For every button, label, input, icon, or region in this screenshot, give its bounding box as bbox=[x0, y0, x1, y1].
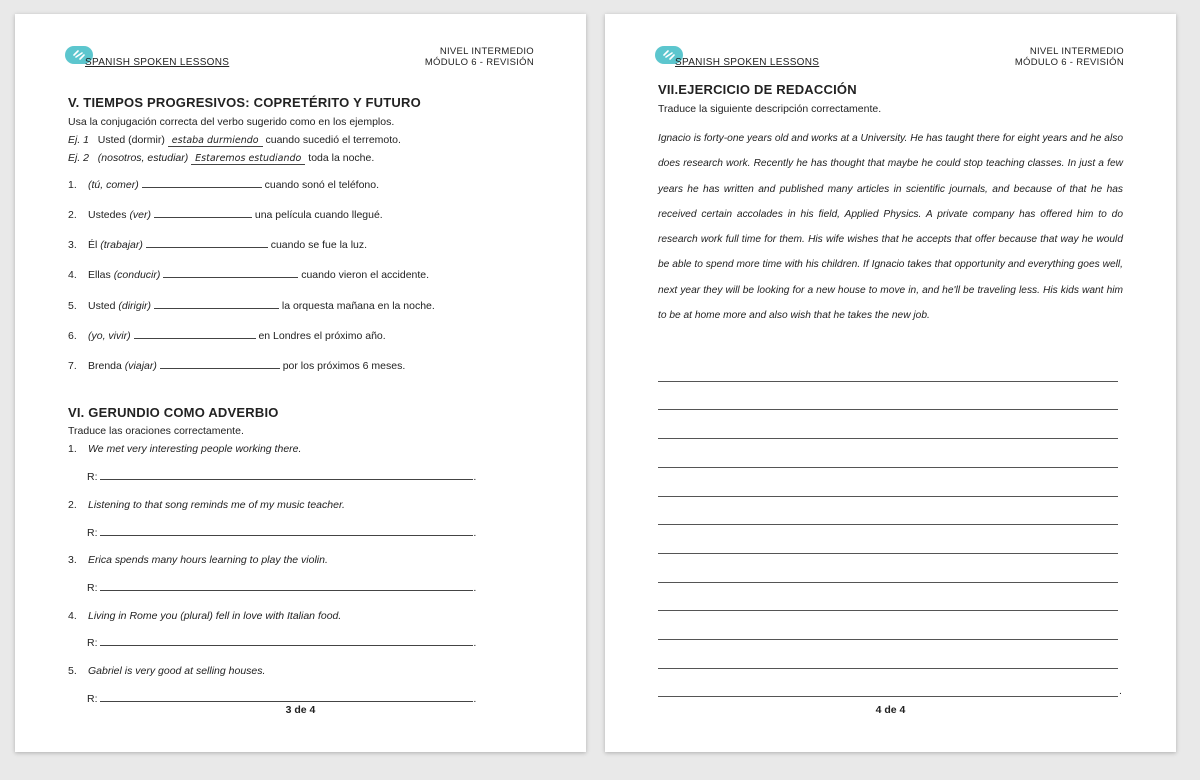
conjugation-item-1: 1. (tú, comer) cuando sonó el teléfono. bbox=[68, 179, 380, 191]
writing-line[interactable] bbox=[658, 381, 1118, 382]
level-module-label bbox=[425, 46, 534, 68]
writing-line[interactable] bbox=[658, 438, 1118, 439]
writing-line[interactable] bbox=[658, 553, 1118, 554]
response-line-3: R: . bbox=[87, 582, 477, 594]
answer-blank[interactable] bbox=[134, 328, 256, 339]
section-7-instruction: Traduce la siguiente descripción correctamente. bbox=[658, 103, 882, 115]
brand-name: SPANISH SPOKEN LESSONS bbox=[675, 57, 820, 68]
brand-name: SPANISH SPOKEN LESSONS bbox=[85, 57, 230, 68]
translation-item-3: 3. Erica spends many hours learning to play the violin. bbox=[68, 554, 328, 566]
response-input[interactable] bbox=[100, 525, 473, 536]
writing-line[interactable] bbox=[658, 696, 1118, 697]
writing-line[interactable] bbox=[658, 639, 1118, 640]
translation-item-4: 4. Living in Rome you (plural) fell in love with Italian food. bbox=[68, 610, 342, 622]
translation-item-1: 1. We met very interesting people working there. bbox=[68, 443, 302, 455]
response-line-4: R: . bbox=[87, 637, 477, 649]
response-input[interactable] bbox=[100, 691, 473, 702]
page-number: 4 de 4 bbox=[875, 704, 906, 716]
module-label: MÓDULO 6 - REVISIÓN bbox=[424, 57, 534, 68]
example-1-answer: estaba durmiendo bbox=[168, 135, 263, 147]
final-period: . bbox=[1119, 685, 1122, 697]
translation-item-5: 5. Gabriel is very good at selling houses. bbox=[68, 665, 266, 677]
section-6-title: VI. GERUNDIO COMO ADVERBIO bbox=[68, 405, 279, 420]
writing-line[interactable] bbox=[658, 524, 1118, 525]
level-label: NIVEL INTERMEDIO bbox=[1029, 46, 1124, 57]
writing-line[interactable] bbox=[658, 467, 1118, 468]
response-input[interactable] bbox=[100, 580, 473, 591]
example-2-answer: Estaremos estudiando bbox=[191, 153, 305, 165]
page-header bbox=[655, 44, 1124, 74]
writing-line[interactable] bbox=[658, 496, 1118, 497]
response-line-2: R: . bbox=[87, 527, 477, 539]
example-2: Ej. 2 (nosotros, estudiar) Estaremos estudiando toda la noche. bbox=[68, 152, 375, 164]
response-input[interactable] bbox=[100, 635, 473, 646]
conjugation-item-3: 3. Él (trabajar) cuando se fue la luz. bbox=[68, 239, 368, 251]
response-input[interactable] bbox=[100, 469, 473, 480]
conjugation-item-5: 5. Usted (dirigir) la orquesta mañana en la noche. bbox=[68, 300, 435, 312]
conjugation-item-6: 6. (yo, vivir) en Londres el próximo año. bbox=[68, 330, 386, 342]
answer-blank[interactable] bbox=[160, 358, 280, 369]
worksheet-page-4 bbox=[605, 14, 1176, 752]
worksheet-page-3 bbox=[15, 14, 586, 752]
writing-line[interactable] bbox=[658, 409, 1118, 410]
answer-blank[interactable] bbox=[154, 298, 279, 309]
example-1: Ej. 1 Usted (dormir) estaba durmiendo cuando sucedió el terremoto. bbox=[68, 134, 401, 146]
answer-blank[interactable] bbox=[154, 207, 252, 218]
translation-item-2: 2. Listening to that song reminds me of my music teacher. bbox=[68, 499, 345, 511]
translation-paragraph: Ignacio is forty-one years old and works at a University. He has taught there for eight years and he also does research work. Recently he has thought that maybe he could stop teaching classes. In just a few years he has written and published many articles in scientific journals, and because of that he has received certain accolades in his field, Applied Physics. A private company has offered him to do research work full time for them. His wife wishes that he accepts that offer because that way he would be able to spend more time with his children. If Ignacio takes that opportunity and everything goes well, next year they will be looking for a new house to move in, and he'll be traveling less. His kids want him to be at home more and also wish that he takes the new job. bbox=[658, 133, 1123, 322]
writing-line[interactable] bbox=[658, 582, 1118, 583]
conjugation-item-7: 7. Brenda (viajar) por los próximos 6 meses. bbox=[68, 360, 406, 372]
section-5-instruction: Usa la conjugación correcta del verbo sugerido como en los ejemplos. bbox=[68, 116, 395, 128]
response-line-5: R: . bbox=[87, 693, 477, 705]
answer-blank[interactable] bbox=[146, 237, 268, 248]
page-header bbox=[65, 44, 534, 74]
section-5-title: V. TIEMPOS PROGRESIVOS: COPRETÉRITO Y FUTURO bbox=[68, 95, 421, 110]
writing-line[interactable] bbox=[658, 610, 1118, 611]
conjugation-item-2: 2. Ustedes (ver) una película cuando llegué. bbox=[68, 209, 383, 221]
answer-blank[interactable] bbox=[142, 177, 262, 188]
page-number: 3 de 4 bbox=[285, 704, 316, 716]
level-module-label bbox=[1015, 46, 1124, 68]
conjugation-item-4: 4. Ellas (conducir) cuando vieron el accidente. bbox=[68, 269, 430, 281]
section-6-instruction: Traduce las oraciones correctamente. bbox=[68, 425, 244, 437]
section-7-title: VII.EJERCICIO DE REDACCIÓN bbox=[658, 82, 857, 97]
level-label: NIVEL INTERMEDIO bbox=[439, 46, 534, 57]
module-label: MÓDULO 6 - REVISIÓN bbox=[1014, 57, 1124, 68]
response-line-1: R: . bbox=[87, 471, 477, 483]
writing-line[interactable] bbox=[658, 668, 1118, 669]
answer-blank[interactable] bbox=[163, 267, 298, 278]
